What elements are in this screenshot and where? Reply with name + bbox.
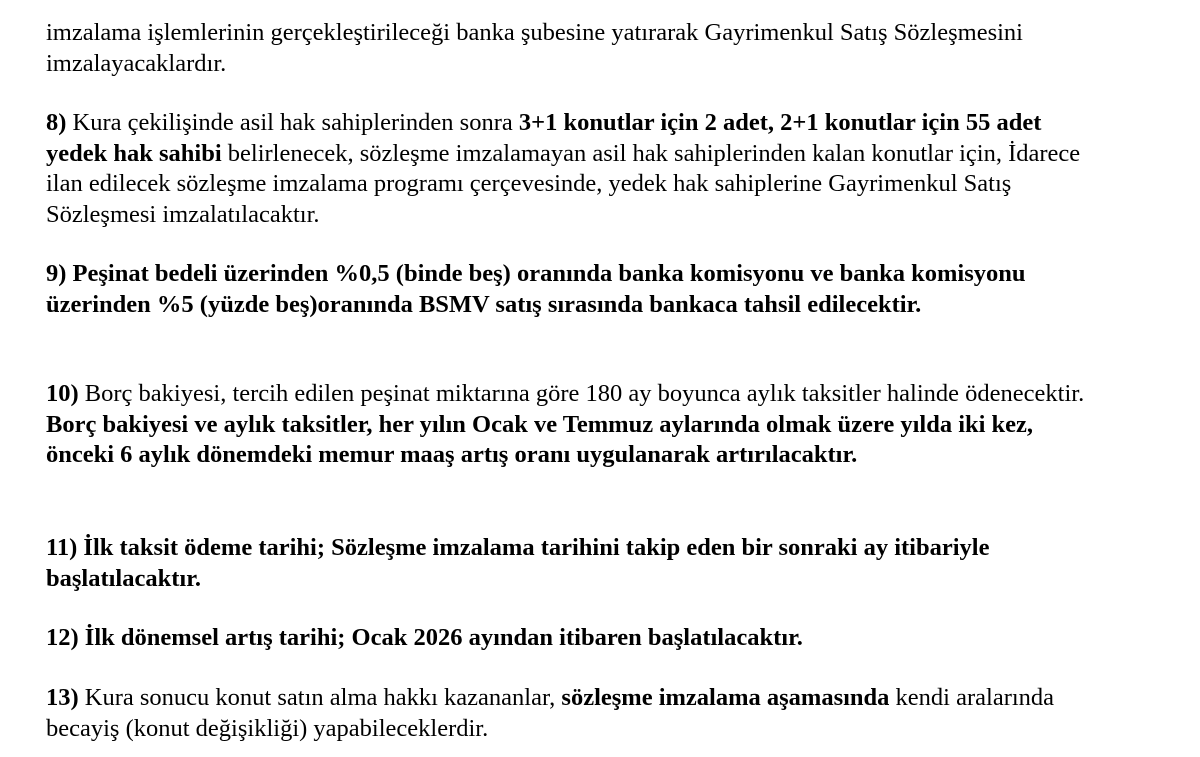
item-8-paragraph (46, 108, 1176, 230)
text-line (46, 683, 1176, 714)
bold-line: Borç bakiyesi ve aylık taksitler, her yılın Ocak ve Temmuz aylarında olmak üzere yılda iki kez, (46, 410, 1034, 438)
bold-line: önceki 6 aylık dönemdeki memur maaş artış oranı uygulanarak artırılacaktır. (46, 441, 858, 468)
item-13-paragraph (46, 683, 1176, 744)
item-number: 8) (46, 109, 67, 136)
bold-line: 12) İlk dönemsel artış tarihi; Ocak 2026 ayından itibaren başlatılacaktır. (46, 624, 803, 651)
text-line (46, 108, 1176, 139)
item-10-paragraph (46, 379, 1176, 471)
text-span: Kura sonucu konut satın alma hakkı kazananlar, (78, 684, 562, 711)
item-12-paragraph (46, 623, 1176, 654)
bold-span: 3+1 konutlar için 2 adet, 2+1 konutlar için 55 adet (518, 109, 1042, 136)
text-line: Sözleşmesi imzalatılacaktır. (46, 200, 320, 228)
item-11-paragraph (46, 533, 1176, 594)
text-line (46, 379, 1176, 410)
intro-paragraph (46, 18, 1176, 79)
text-line: becayiş (konut değişikliği) yapabileceklerdir. (46, 714, 489, 742)
text-span: belirlenecek, sözleşme imzalamayan asil hak sahiplerinden kalan konutlar için, İdarece (221, 139, 1081, 167)
text-line: imzalayacaklardır. (46, 49, 227, 77)
item-9-paragraph (46, 259, 1176, 320)
bold-line: 11) İlk taksit ödeme tarihi; Sözleşme imzalama tarihini takip eden bir sonraki ay itibariyle (46, 534, 990, 561)
bold-line: 9) Peşinat bedeli üzerinden %0,5 (binde beş) oranında banka komisyonu ve banka komisyonu (46, 260, 1026, 287)
text-line: ilan edilecek sözleşme imzalama programı çerçevesinde, yedek hak sahiplerine Gayrimenkul Satış (46, 170, 1012, 197)
bold-line: üzerinden %5 (yüzde beş)oranında BSMV satış sırasında bankaca tahsil edilecektir. (46, 290, 922, 318)
text-span: Borç bakiyesi, tercih edilen peşinat miktarına göre 180 ay boyunca aylık taksitler halinde ödenecektir. (78, 380, 1085, 407)
text-line: imzalama işlemlerinin gerçekleştirileceği banka şubesine yatırarak Gayrimenkul Satış Sözleşmesini (46, 19, 1023, 46)
text-line (46, 139, 1176, 170)
bold-line: başlatılacaktır. (46, 564, 201, 592)
text-span: kendi aralarında (889, 684, 1055, 711)
bold-span: yedek hak sahibi (46, 139, 222, 167)
item-number: 10) (46, 380, 79, 407)
item-number: 13) (46, 684, 79, 711)
text-span: Kura çekilişinde asil hak sahiplerinden sonra (66, 109, 519, 136)
bold-span: sözleşme imzalama aşamasında (561, 684, 890, 711)
